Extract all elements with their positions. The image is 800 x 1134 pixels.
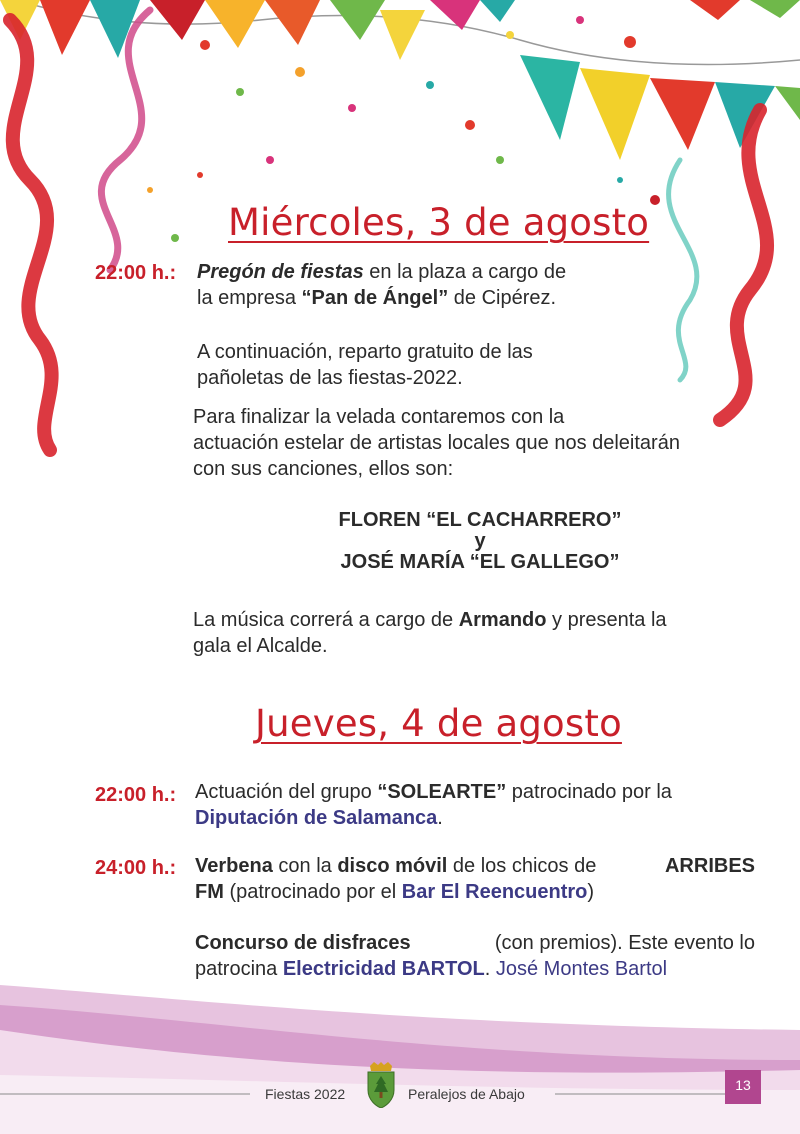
footer-event-name: Fiestas 2022	[265, 1086, 346, 1102]
footer-town-name: Peralejos de Abajo	[408, 1086, 525, 1102]
sponsor-name: Electricidad BARTOL	[282, 958, 485, 980]
sponsor-name: Diputación de Salamanca	[195, 807, 438, 829]
sponsor-name: Bar El Reencuentro	[401, 881, 588, 903]
artist-conjunction: y	[474, 530, 486, 552]
event-highlight: Pregón de fiestas	[197, 261, 364, 283]
event-description: Actuación del grupo “SOLEARTE” patrocinado por la Diputación de Salamanca.	[195, 781, 672, 829]
event-time: 22:00 h.:	[95, 262, 177, 284]
event-time: 24:00 h.:	[95, 857, 177, 879]
paragraph-musica: La música correrá a cargo de Armando y presenta la gala el Alcalde.	[193, 609, 667, 657]
day-title-miercoles: Miércoles, 3 de agosto	[228, 201, 650, 244]
artist-list	[200, 508, 760, 574]
event-time: 22:00 h.:	[95, 784, 177, 806]
artist-name: FLOREN “EL CACHARRERO”	[338, 509, 622, 531]
artist-name: JOSÉ MARÍA “EL GALLEGO”	[340, 551, 620, 573]
musician-name: Armando	[458, 609, 547, 631]
day-title-jueves: Jueves, 4 de agosto	[255, 702, 622, 745]
event-description-concurso: Concurso de disfraces (con premios). Este evento lo patrocina Electricidad BARTOL. José Montes Bartol	[195, 932, 755, 980]
page-number: 13	[725, 1070, 761, 1104]
sponsor-person: José Montes Bartol	[495, 958, 668, 980]
event-description: Pregón de fiestas en la plaza a cargo de la empresa “Pan de Ángel” de Cipérez.	[197, 261, 567, 309]
coat-of-arms-icon	[364, 1062, 398, 1108]
sponsor-name: “Pan de Ángel”	[301, 287, 449, 309]
event-description: Verbena con la disco móvil de los chicos de ARRIBES FM (patrocinado por el Bar El Reencuentro)	[195, 855, 755, 903]
group-name: “SOLEARTE”	[377, 781, 507, 803]
paragraph-panoletas: A continuación, reparto gratuito de las pañoletas de las fiestas-2022.	[197, 341, 533, 389]
paragraph-velada: Para finalizar la velada contaremos con la actuación estelar de artistas locales que nos deleitarán con sus canciones, ellos son:	[193, 406, 680, 480]
